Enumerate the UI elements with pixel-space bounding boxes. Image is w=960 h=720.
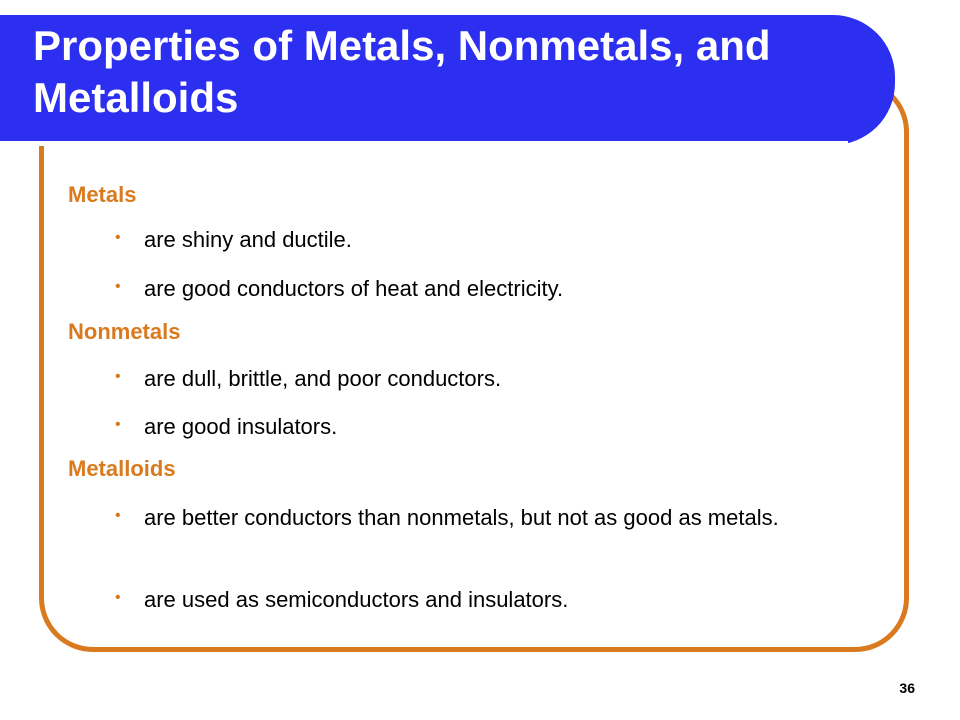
bullet-icon: • — [115, 416, 121, 433]
bullet-icon: • — [115, 589, 121, 606]
bullet-icon: • — [115, 278, 121, 295]
bullet-text: are dull, brittle, and poor conductors. — [144, 366, 502, 391]
bullet-text: are used as semiconductors and insulators. — [144, 587, 569, 612]
section-heading-metals: Metals — [68, 182, 137, 207]
bullet-text: are good conductors of heat and electricity. — [144, 276, 564, 301]
bullet-icon: • — [115, 229, 121, 246]
bullet-icon: • — [115, 507, 121, 524]
bullet-icon: • — [115, 368, 121, 385]
title-underline — [0, 141, 848, 146]
section-heading-metalloids: Metalloids — [68, 456, 176, 481]
slide-title: Properties of Metals, Nonmetals, and Metalloids — [33, 22, 771, 121]
bullet-text: are better conductors than nonmetals, but not as good as metals. — [144, 505, 779, 530]
page-number: 36 — [899, 680, 915, 696]
bullet-text: are shiny and ductile. — [144, 227, 352, 252]
section-heading-nonmetals: Nonmetals — [68, 319, 181, 344]
bullet-text: are good insulators. — [144, 414, 338, 439]
